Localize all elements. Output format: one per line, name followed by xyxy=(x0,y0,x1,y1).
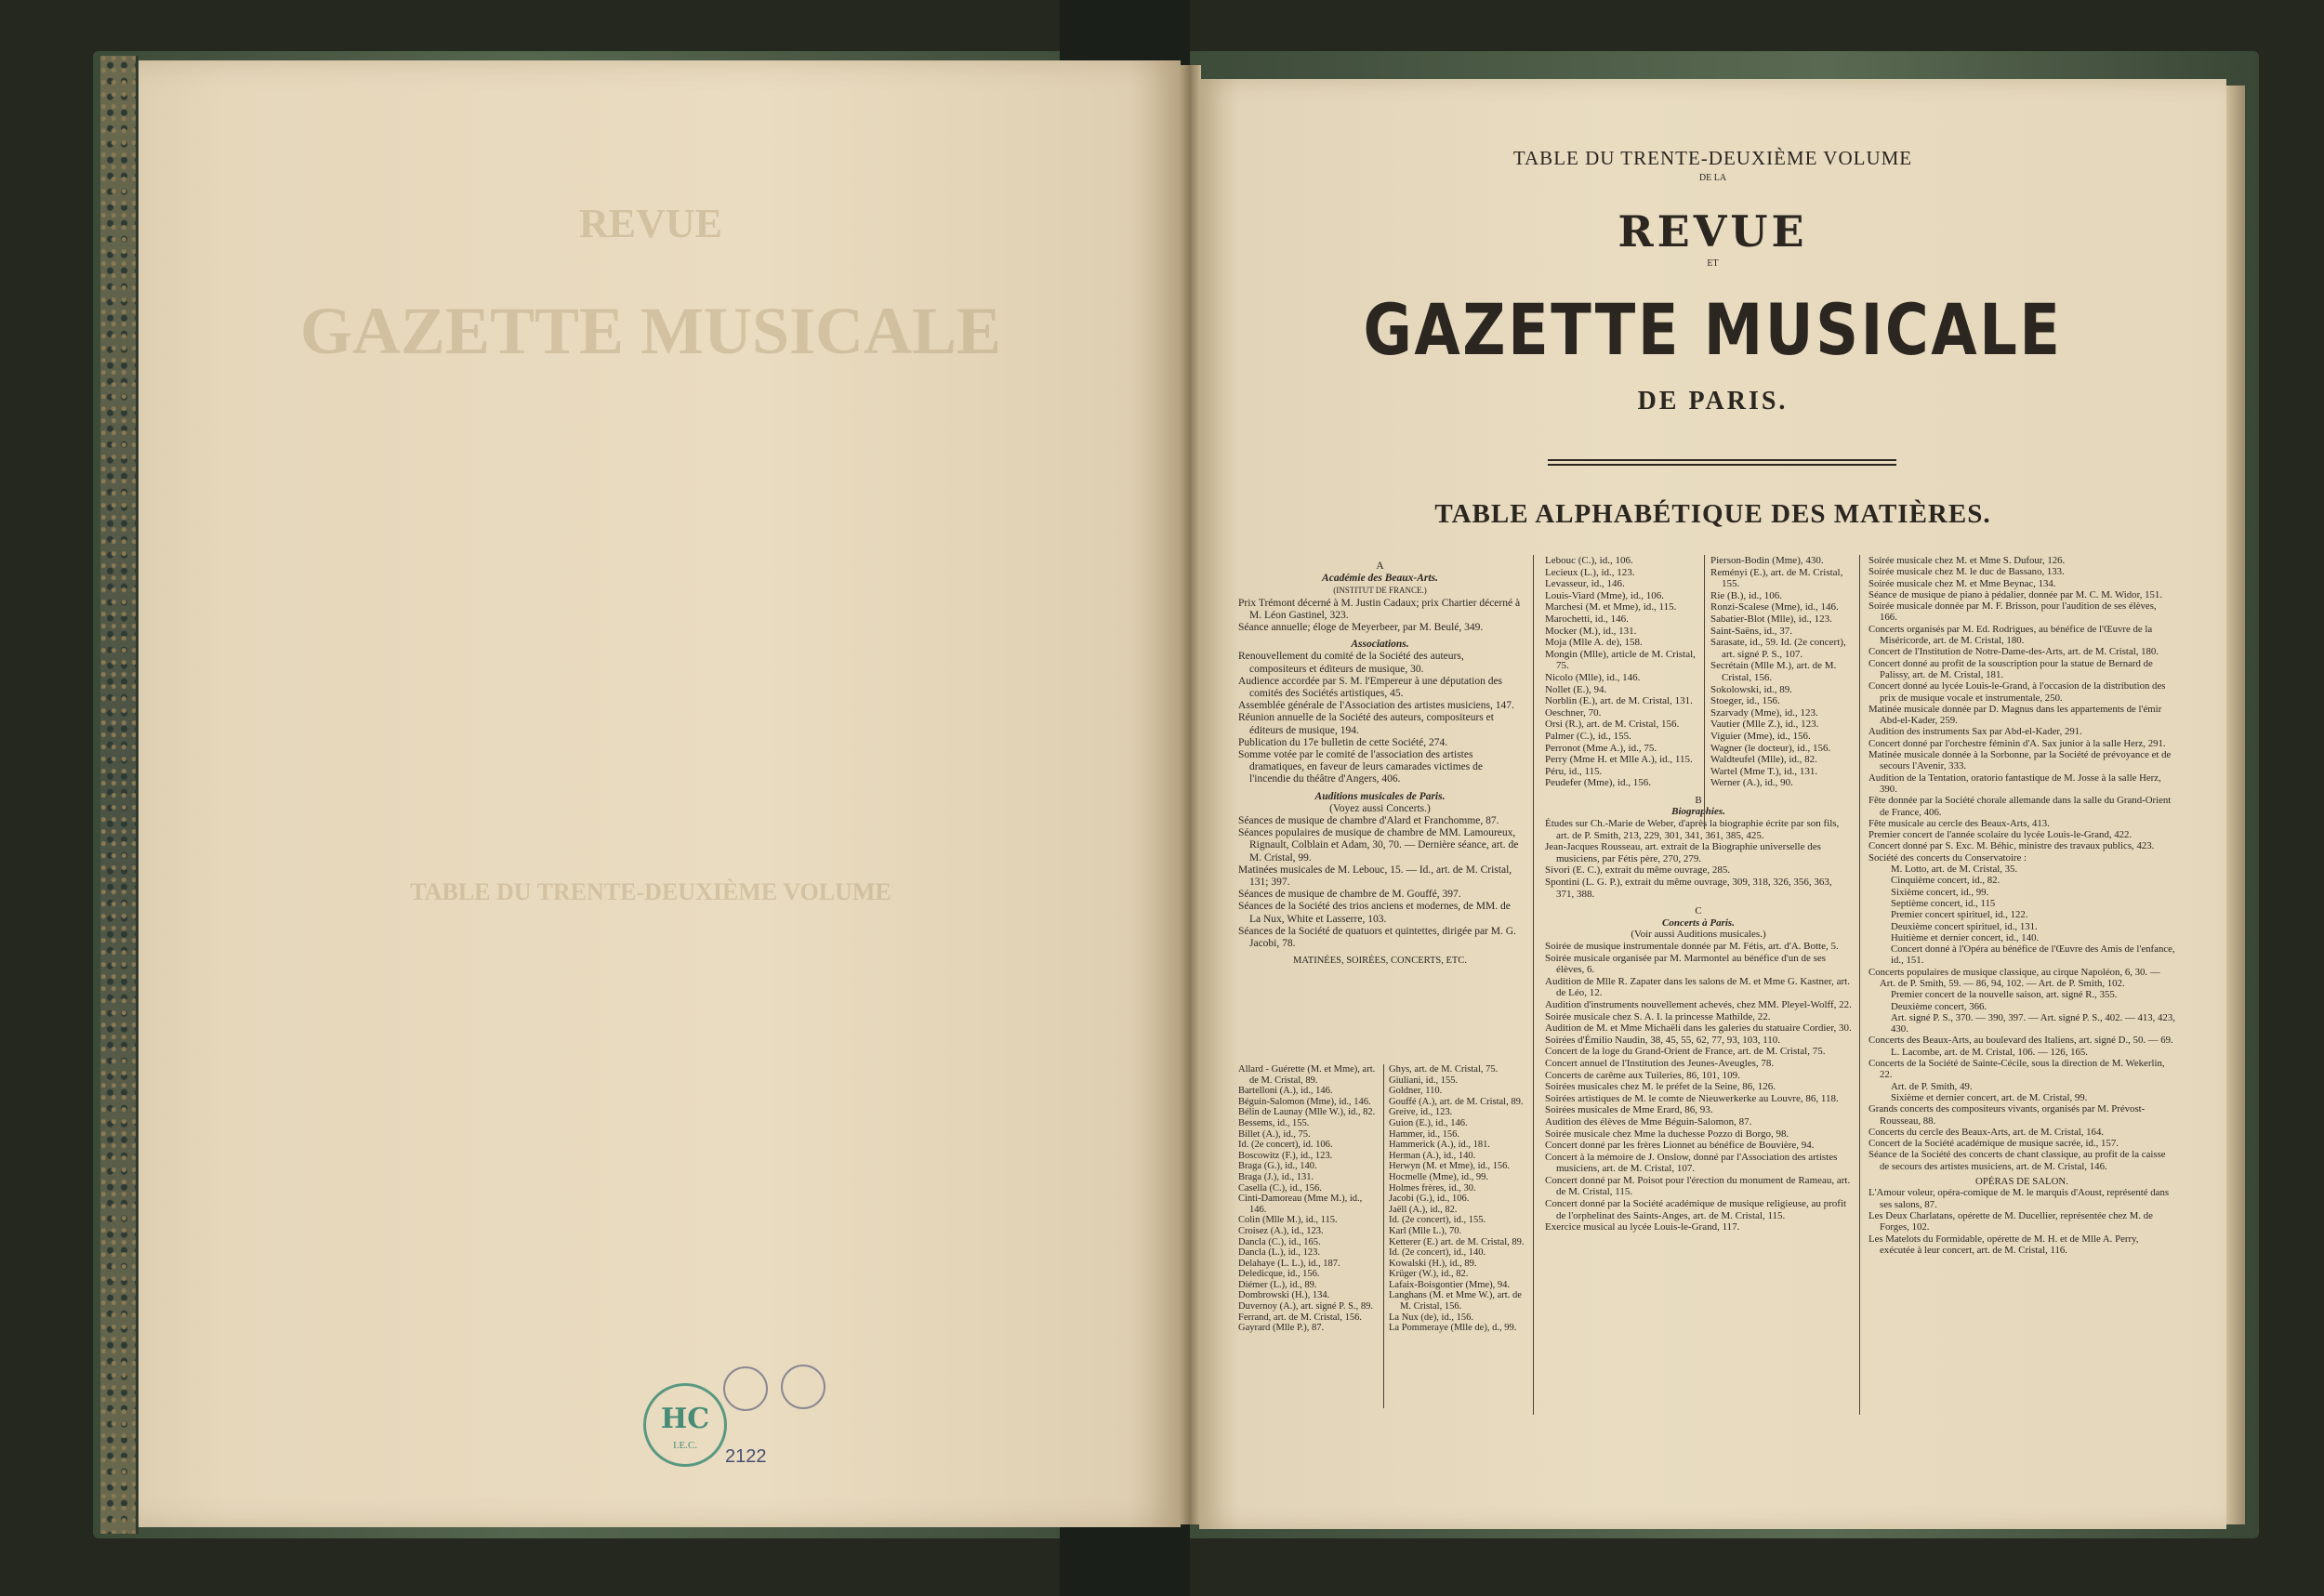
index-entry: Krüger (W.), id., 82. xyxy=(1389,1269,1469,1280)
index-entry: Exercice musical au lycée Louis-le-Grand, 117. xyxy=(1545,1221,1740,1233)
index-entry: Matinée musicale donnée à la Sorbonne, par la Société de prévoyance et de secours l'Avenir, 333. xyxy=(1868,749,2172,772)
index-entry: Sivori (E. C.), extrait du même ouvrage, 285. xyxy=(1545,864,1731,877)
index-entry: Concert donné au lycée Louis-le-Grand, à l'occasion de la distribution des prix de musique vocale et instrumentale, 250. xyxy=(1868,680,2166,704)
index-entry: Billet (A.), id., 75. xyxy=(1238,1128,1311,1140)
index-entry: Rie (B.), id., 106. xyxy=(1710,589,1782,601)
index-entry: Séances populaires de musique de chambre de MM. Lamoureux, Rignault, Colblain et Adam, 30, 70. — Dernière séance, art. de M. Cristal, 99. xyxy=(1238,827,1519,864)
index-entry: Wagner (le docteur), id., 156. xyxy=(1710,742,1831,754)
index-entry: Gayrard (Mlle P.), 87. xyxy=(1238,1323,1325,1334)
section-biographies: Biographies. xyxy=(1671,806,1725,818)
index-entry: Concert donné par la Société académique de musique religieuse, au profit de l'orphelinat des Saints-Anges, art. de M. Cristal, 115. xyxy=(1545,1198,1847,1221)
marbled-board-edge xyxy=(100,56,139,1534)
index-entry: Bartelloni (A.), id., 146. xyxy=(1238,1086,1333,1097)
index-entry: Braga (J.), id., 131. xyxy=(1238,1171,1314,1182)
index-entry: Concert annuel de l'Institution des Jeunes-Aveugles, 78. xyxy=(1545,1057,1775,1069)
index-entry: Karl (Mlle L.), 70. xyxy=(1389,1225,1462,1236)
index-entry: Id. (2e concert), id., 155. xyxy=(1389,1215,1486,1226)
index-entry: Soirée musicale organisée par M. Marmontel au bénéfice d'un de ses élèves, 6. xyxy=(1545,952,1827,976)
index-entry: Bessems, id., 155. xyxy=(1238,1117,1310,1128)
index-entry: Concert donné par l'orchestre féminin d'A. Sax junior à la salle Herz, 291. xyxy=(1868,737,2166,749)
index-entry: Vautier (Mlle Z.), id., 123. xyxy=(1710,719,1819,731)
index-entry: Braga (G.), id., 140. xyxy=(1238,1161,1317,1172)
index-entry: Gouffé (A.), art. de M. Cristal, 89. xyxy=(1389,1096,1524,1107)
index-entry: Diémer (L.), id., 89. xyxy=(1238,1279,1317,1290)
voyez-note: (Voyez aussi Concerts.) xyxy=(1329,802,1431,814)
index-entry: Croisez (A.), id., 123. xyxy=(1238,1225,1324,1236)
column-divider-3 xyxy=(1859,555,1860,1415)
index-entry: Audition des instruments Sax par Abd-el-Kader, 291. xyxy=(1868,726,2082,738)
volume-heading: TABLE DU TRENTE-DEUXIÈME VOLUME xyxy=(1512,147,1913,169)
index-entry: Concerts populaires de musique classique, au cirque Napoléon, 6, 30. — Art. de P. Smith, 59. — 86, 94, 102. — Art. de P. Smith, 102. xyxy=(1868,966,2160,989)
index-entry: Société des concerts du Conservatoire : xyxy=(1868,851,2027,864)
index-entry: Saint-Saëns, id., 37. xyxy=(1710,625,1792,637)
title-rule-bottom xyxy=(1548,464,1896,466)
index-entry: Séances de la Société des trios anciens et modernes, de MM. de La Nux, White et Lasserre, 103. xyxy=(1238,901,1511,925)
letter-b: B xyxy=(1695,794,1702,806)
index-entry: Somme votée par le comité de l'association des artistes dramatiques, en faveur de leurs camarades victimes de l'incendie du théâtre d'Angers, 406. xyxy=(1238,749,1483,785)
index-entry: Stoeger, id., 156. xyxy=(1710,695,1780,707)
index-entry: Dancla (L.), id., 123. xyxy=(1238,1247,1321,1259)
shelf-number: 2122 xyxy=(725,1446,767,1467)
index-entry: Audition de Mlle R. Zapater dans les salons de M. et Mme G. Kastner, art. de Léo, 12. xyxy=(1545,975,1850,999)
index-entry: Szarvady (Mme), id., 123. xyxy=(1710,706,1818,719)
index-entry: Lafaix-Boisgontier (Mme), 94. xyxy=(1389,1279,1511,1290)
index-entry: Soirées d'Émilio Naudin, 38, 45, 55, 62, 77, 93, 103, 110. xyxy=(1545,1034,1781,1046)
revue-title: REVUE xyxy=(1618,206,1808,257)
index-entry: Greive, id., 123. xyxy=(1389,1107,1453,1118)
index-entry: Colin (Mlle M.), id., 115. xyxy=(1238,1215,1338,1226)
section-matinees: MATINÉES, SOIRÉES, CONCERTS, ETC. xyxy=(1293,956,1467,967)
index-entry: Id. (2e concert), id., 140. xyxy=(1389,1247,1486,1259)
index-entry: Deledicque, id., 156. xyxy=(1238,1269,1320,1280)
small-stamp-2 xyxy=(781,1365,825,1409)
stamp-monogram: HC xyxy=(660,1403,710,1435)
index-entry: Allard - Guérette (M. et Mme), art. de M. Cristal, 89. xyxy=(1238,1064,1376,1086)
index-entry: Deuxième concert, 366. xyxy=(1891,1000,1987,1012)
index-entry: Palmer (C.), id., 155. xyxy=(1545,730,1631,742)
index-column-1 xyxy=(1238,561,1522,968)
index-entry: Hammerick (A.), id., 181. xyxy=(1389,1140,1491,1151)
book-gutter xyxy=(1179,65,1201,1524)
gazette-musicale-title: GAZETTE MUSICALE xyxy=(1363,288,2063,371)
index-column-4 xyxy=(1868,555,2175,1256)
index-entry: Waldteufel (Mlle), id., 82. xyxy=(1710,754,1817,766)
index-entry: Ghys, art. de M. Cristal, 75. xyxy=(1389,1064,1499,1075)
index-entry: Viguier (Mme), id., 156. xyxy=(1710,730,1811,742)
index-entry: Art. signé P. S., 370. — 390, 397. — Art. signé P. S., 402. — 413, 423, 430. xyxy=(1891,1011,2175,1035)
index-entry: Soirée musicale chez M. et Mme Beynac, 134. xyxy=(1868,577,2056,589)
index-entry: Premier concert de l'année scolaire du lycée Louis-le-Grand, 422. xyxy=(1868,829,2133,841)
index-entry: Concert à la mémoire de J. Onslow, donné par l'Association des artistes musiciens, art. de M. Cristal, 107. xyxy=(1545,1151,1838,1175)
index-entry: Reményi (E.), art. de M. Cristal, 155. xyxy=(1710,566,1843,590)
column-divider-1 xyxy=(1533,555,1534,1415)
index-entry: Séances de musique de chambre d'Alard et Franchomme, 87. xyxy=(1238,815,1499,827)
subcolumn-divider xyxy=(1383,1064,1384,1408)
letter-a: A xyxy=(1376,561,1384,572)
index-entry: Concerts des Beaux-Arts, au boulevard des Italiens, art. signé D., 50. — 69. xyxy=(1868,1035,2173,1047)
voir-note: (Voir aussi Auditions musicales.) xyxy=(1631,929,1766,941)
index-entry: Lebouc (C.), id., 106. xyxy=(1545,555,1633,566)
index-entry: Péru, id., 115. xyxy=(1545,765,1603,777)
section-concerts: Concerts à Paris. xyxy=(1662,917,1735,929)
bleed-through-volume: TABLE DU TRENTE-DEUXIÈME VOLUME xyxy=(410,878,891,905)
et-text: ET xyxy=(1707,258,1719,269)
index-entry: Dancla (C.), id., 165. xyxy=(1238,1236,1321,1247)
index-entry: Id. (2e concert), id. 106. xyxy=(1238,1140,1333,1151)
index-entry: Secrétain (Mlle M.), art. de M. Cristal, 156. xyxy=(1710,660,1837,683)
index-entry: Levasseur, id., 146. xyxy=(1545,578,1625,590)
index-entry: M. Lotto, art. de M. Cristal, 35. xyxy=(1891,864,2018,876)
letter-c: C xyxy=(1695,905,1702,917)
index-entry: Pierson-Bodin (Mme), 430. xyxy=(1710,555,1824,566)
matinees-subcolumn-2 xyxy=(1389,1064,1528,1334)
index-entry: Concerts du cercle des Beaux-Arts, art. de M. Cristal, 164. xyxy=(1868,1126,2105,1138)
column-divider-2 xyxy=(1704,555,1705,829)
index-entry: Boscowitz (F.), id., 123. xyxy=(1238,1150,1333,1161)
index-entry: Soirée musicale chez S. A. I. la princesse Mathilde, 22. xyxy=(1545,1010,1771,1022)
index-entry: Sarasate, id., 59. Id. (2e concert), art. signé P. S., 107. xyxy=(1710,637,1846,660)
index-entry: Concerts organisés par M. Ed. Rodrigues, au bénéfice de l'Œuvre de la Miséricorde, art. de M. Cristal, 180. xyxy=(1868,623,2153,647)
matinees-subcolumn-1 xyxy=(1238,1064,1378,1334)
index-entry: Béguin-Salomon (Mme), id., 146. xyxy=(1238,1096,1371,1107)
index-entry: Séance de la Société des concerts de chant classique, au profit de la caisse de secours des artistes musiciens, art. de M. Cristal, 146. xyxy=(1868,1149,2166,1172)
index-entry: Renouvellement du comité de la Société des auteurs, compositeurs et éditeurs de musique, 30. xyxy=(1238,651,1464,675)
index-entry: Soirées musicales de Mme Erard, 86, 93. xyxy=(1545,1104,1713,1116)
index-entry: Spontini (L. G. P.), extrait du même ouvrage, 309, 318, 326, 356, 363, 371, 388. xyxy=(1545,877,1832,900)
index-entry: Mongin (Mlle), article de M. Cristal, 75. xyxy=(1545,648,1696,672)
index-entry: Audition d'instruments nouvellement achevés, chez MM. Pleyel-Wolff, 22. xyxy=(1545,998,1852,1010)
index-entry: Holmes frères, id., 30. xyxy=(1389,1182,1476,1194)
index-entry: Audition de M. et Mme Michaëli dans les galeries du statuaire Cordier, 30. xyxy=(1545,1022,1852,1035)
index-entry: Giuliani, id., 155. xyxy=(1389,1075,1459,1086)
index-entry: Septième concert, id., 115 xyxy=(1891,897,1996,909)
index-entry: Guion (E.), id., 146. xyxy=(1389,1117,1468,1128)
index-entry: L. Lacombe, art. de M. Cristal, 106. — 126, 165. xyxy=(1891,1046,2088,1058)
index-entry: Ferrand, art. de M. Cristal, 156. xyxy=(1238,1312,1362,1323)
index-entry: Soirée musicale chez M. le duc de Bassano, 133. xyxy=(1868,566,2065,578)
index-entry: Séance annuelle; éloge de Meyerbeer, par M. Beulé, 349. xyxy=(1238,622,1484,634)
index-entry: Soirée de musique instrumentale donnée par M. Fétis, art. d'A. Botte, 5. xyxy=(1545,941,1839,952)
index-entry: Séances de musique de chambre de M. Gouffé, 397. xyxy=(1238,889,1461,901)
index-entry: Sabatier-Blot (Mlle), id., 123. xyxy=(1710,613,1832,625)
index-entry: Perronot (Mme A.), id., 75. xyxy=(1545,742,1657,754)
index-entry: Ketterer (E.) art. de M. Cristal, 89. xyxy=(1389,1236,1525,1247)
index-entry: Deuxième concert spirituel, id., 131. xyxy=(1891,920,2038,932)
stamp-letters: I.E.C. xyxy=(673,1440,697,1451)
bleed-through-gazette: GAZETTE MUSICALE xyxy=(299,294,1002,368)
index-entry: Louis-Viard (Mme), id., 106. xyxy=(1545,589,1664,601)
index-entry: Perry (Mme H. et Mlle A.), id., 115. xyxy=(1545,754,1693,766)
index-entry: Delahaye (L. L.), id., 187. xyxy=(1238,1258,1340,1269)
index-entry: Jean-Jacques Rousseau, art. extrait de la Biographie universelle des musiciens, par Fétis père, 270, 279. xyxy=(1545,841,1821,864)
index-entry: L'Amour voleur, opéra-comique de M. le marquis d'Aoust, représenté dans ses salons, 87. xyxy=(1868,1187,2170,1210)
index-entry: Casella (C.), id., 156. xyxy=(1238,1182,1322,1194)
index-entry: Concert donné à l'Opéra au bénéfice de l'Œuvre des Amis de l'enfance, id., 151. xyxy=(1891,943,2175,967)
index-entry: Matinées musicales de M. Lebouc, 15. — Id., art. de M. Cristal, 131; 397. xyxy=(1238,864,1512,889)
bleed-through-title: REVUE xyxy=(578,201,723,246)
index-entry: Premier concert de la nouvelle saison, art. signé R., 355. xyxy=(1891,989,2118,1001)
index-entry: Assemblée générale de l'Association des artistes musiciens, 147. xyxy=(1238,700,1514,712)
index-entry: Jacobi (G.), id., 106. xyxy=(1389,1194,1470,1205)
index-entry: La Pommeraye (Mlle de), d., 99. xyxy=(1389,1323,1517,1334)
index-entry: Werner (A.), id., 90. xyxy=(1710,777,1793,789)
title-rule-top xyxy=(1548,459,1896,461)
index-entry: Sixième et dernier concert, art. de M. Cristal, 99. xyxy=(1891,1091,2088,1103)
index-entry: Herman (A.), id., 140. xyxy=(1389,1150,1476,1161)
index-entry: Huitième et dernier concert, id., 140. xyxy=(1891,931,2040,943)
index-entry: Matinée musicale donnée par D. Magnus dans les appartements de l'émir Abd-el-Kader, 259. xyxy=(1868,703,2162,727)
index-entry: Orsi (R.), art. de M. Cristal, 156. xyxy=(1545,719,1680,731)
section-auditions: Auditions musicales de Paris. xyxy=(1314,790,1446,802)
left-page xyxy=(121,60,1181,1527)
index-entry: Concert de la loge du Grand-Orient de France, art. de M. Cristal, 75. xyxy=(1545,1046,1826,1058)
index-entry: La Nux (de), id., 156. xyxy=(1389,1312,1473,1323)
library-stamp xyxy=(643,1383,727,1467)
index-entry: Norblin (E.), art. de M. Cristal, 131. xyxy=(1545,695,1693,707)
index-entry: Concert donné par M. Poisot pour l'érection du monument de Rameau, art. de M. Cristal, 115. xyxy=(1545,1174,1851,1198)
index-entry: Premier concert spirituel, id., 122. xyxy=(1891,909,2028,921)
index-entry: Jaëll (A.), id., 82. xyxy=(1389,1204,1458,1215)
index-entry: Bélin de Launay (Mlle W.), id., 82. xyxy=(1238,1107,1376,1118)
index-entry: Lecieux (L.), id., 123. xyxy=(1545,566,1635,578)
index-entry: Concerts de la Société de Sainte-Cécile, sous la direction de M. Wekerlin, 22. xyxy=(1868,1058,2165,1081)
institut-note: (INSTITUT DE FRANCE.) xyxy=(1333,586,1427,596)
index-entry: Publication du 17e bulletin de cette Société, 274. xyxy=(1238,736,1448,748)
index-column-3 xyxy=(1710,555,1852,789)
index-entry: Concerts de carême aux Tuileries, 86, 101, 109. xyxy=(1545,1069,1740,1081)
index-entry: Soirée musicale chez M. et Mme S. Dufour, 126. xyxy=(1868,555,2066,566)
section-academie: Académie des Beaux-Arts. xyxy=(1322,573,1438,585)
index-entry: Art. de P. Smith, 49. xyxy=(1891,1080,1973,1092)
index-entry: Ronzi-Scalese (Mme), id., 146. xyxy=(1710,601,1839,613)
index-entry: Les Matelots du Formidable, opérette de M. H. et de Mlle A. Perry, exécutée à leur concert, art. de M. Cristal, 116. xyxy=(1868,1233,2139,1256)
de-la-text: DE LA xyxy=(1698,173,1727,183)
index-entry: Fête musicale au cercle des Beaux-Arts, 413. xyxy=(1868,817,2050,829)
index-entry: Concert donné au profit de la souscription pour la statue de Bernard de Palissy, art. de M. Cristal, 181. xyxy=(1868,657,2153,680)
section-operas-de-salon: OPÉRAS DE SALON. xyxy=(1975,1176,2068,1188)
index-entry: Audition de la Tentation, oratorio fantastique de M. Josse à la salle Herz, 390. xyxy=(1868,772,2161,795)
index-entry: Oeschner, 70. xyxy=(1545,706,1602,719)
index-entry: Dombrowski (H.), 134. xyxy=(1238,1290,1330,1301)
index-entry: Hammer, id., 156. xyxy=(1389,1128,1459,1140)
index-entry: Audience accordée par S. M. l'Empereur à une députation des comités des Sociétés artistiques, 45. xyxy=(1238,675,1503,700)
names-block xyxy=(1545,555,1698,789)
index-entry: Sixième concert, id., 99. xyxy=(1891,886,1989,898)
table-heading: TABLE ALPHABÉTIQUE DES MATIÈRES. xyxy=(1434,499,1991,529)
section-associations: Associations. xyxy=(1351,639,1409,651)
index-entry: Séance de musique de piano à pédalier, donnée par M. C. M. Widor, 151. xyxy=(1868,588,2163,600)
index-entry: Marochetti, id., 146. xyxy=(1545,613,1629,625)
index-entry: Soirées musicales chez M. le préfet de la Seine, 86, 126. xyxy=(1545,1081,1776,1093)
index-entry: Hocmelle (Mme), id., 99. xyxy=(1389,1171,1489,1182)
index-entry: Séances de la Société de quatuors et quintettes, dirigée par M. G. Jacobi, 78. xyxy=(1238,925,1516,950)
index-entry: Les Deux Charlatans, opérette de M. Ducellier, représentée chez M. de Forges, 102. xyxy=(1868,1209,2153,1233)
index-entry: Réunion annuelle de la Société des auteurs, compositeurs et éditeurs de musique, 194. xyxy=(1238,712,1494,736)
index-entry: Duvernoy (A.), art. signé P. S., 89. xyxy=(1238,1301,1373,1312)
index-entry: Goldner, 110. xyxy=(1389,1086,1443,1097)
index-entry: Soirées artistiques de M. le comte de Nieuwerkerke au Louvre, 86, 118. xyxy=(1545,1092,1839,1104)
page-edges xyxy=(2226,86,2245,1524)
index-entry: Grands concerts des compositeurs vivants, organisés par M. Prévost-Rousseau, 88. xyxy=(1868,1103,2146,1127)
index-entry: Cinquième concert, id., 82. xyxy=(1891,875,2000,887)
index-entry: Herwyn (M. et Mme), id., 156. xyxy=(1389,1161,1511,1172)
index-entry: Peudefer (Mme), id., 156. xyxy=(1545,777,1651,789)
index-entry: Concert donné par S. Exc. M. Béhic, ministre des travaux publics, 423. xyxy=(1868,840,2155,852)
index-entry: Kowalski (H.), id., 89. xyxy=(1389,1258,1477,1269)
index-entry: Soirée musicale chez Mme la duchesse Pozzo di Borgo, 98. xyxy=(1545,1128,1789,1140)
index-entry: Concert de la Société académique de musique sacrée, id., 157. xyxy=(1868,1138,2119,1150)
index-entry: Nicolo (Mlle), id., 146. xyxy=(1545,671,1641,683)
index-entry: Audition des élèves de Mme Béguin-Salomon, 87. xyxy=(1545,1115,1752,1128)
index-entry: Sokolowski, id., 89. xyxy=(1710,683,1793,695)
de-paris-title: DE PARIS. xyxy=(1637,387,1789,415)
small-stamp-1 xyxy=(723,1366,768,1411)
index-entry: Nollet (E.), 94. xyxy=(1545,683,1607,695)
index-entry: Concert donné par les frères Lionnet au bénéfice de Bouvière, 94. xyxy=(1545,1140,1815,1152)
index-entry: Fête donnée par la Société chorale allemande dans la salle du Grand-Orient de France, 406. xyxy=(1868,795,2172,818)
index-entry: Wartel (Mme T.), id., 131. xyxy=(1710,765,1818,777)
index-entry: Soirée musicale donnée par M. F. Brisson, pour l'audition de ses élèves, 166. xyxy=(1868,600,2157,624)
index-entry: Concert de l'Institution de Notre-Dame-des-Arts, art. de M. Cristal, 180. xyxy=(1868,646,2159,658)
index-entry: Prix Trémont décerné à M. Justin Cadaux; prix Chartier décerné à M. Léon Gastinel, 323. xyxy=(1238,597,1521,621)
index-entry: Études sur Ch.-Marie de Weber, d'après la biographie écrite par son fils, art. de P. Smith, 213, 229, 301, 341, 361, 385, 425. xyxy=(1545,818,1840,841)
index-entry: Moja (Mlle A. de), 158. xyxy=(1545,637,1643,649)
index-entry: Marchesi (M. et Mme), id., 115. xyxy=(1545,601,1677,613)
index-entry: Cinti-Damoreau (Mme M.), id., 146. xyxy=(1238,1194,1363,1215)
index-entry: Langhans (M. et Mme W.), art. de M. Cristal, 156. xyxy=(1389,1290,1522,1312)
index-entry: Mocker (M.), id., 131. xyxy=(1545,625,1637,637)
